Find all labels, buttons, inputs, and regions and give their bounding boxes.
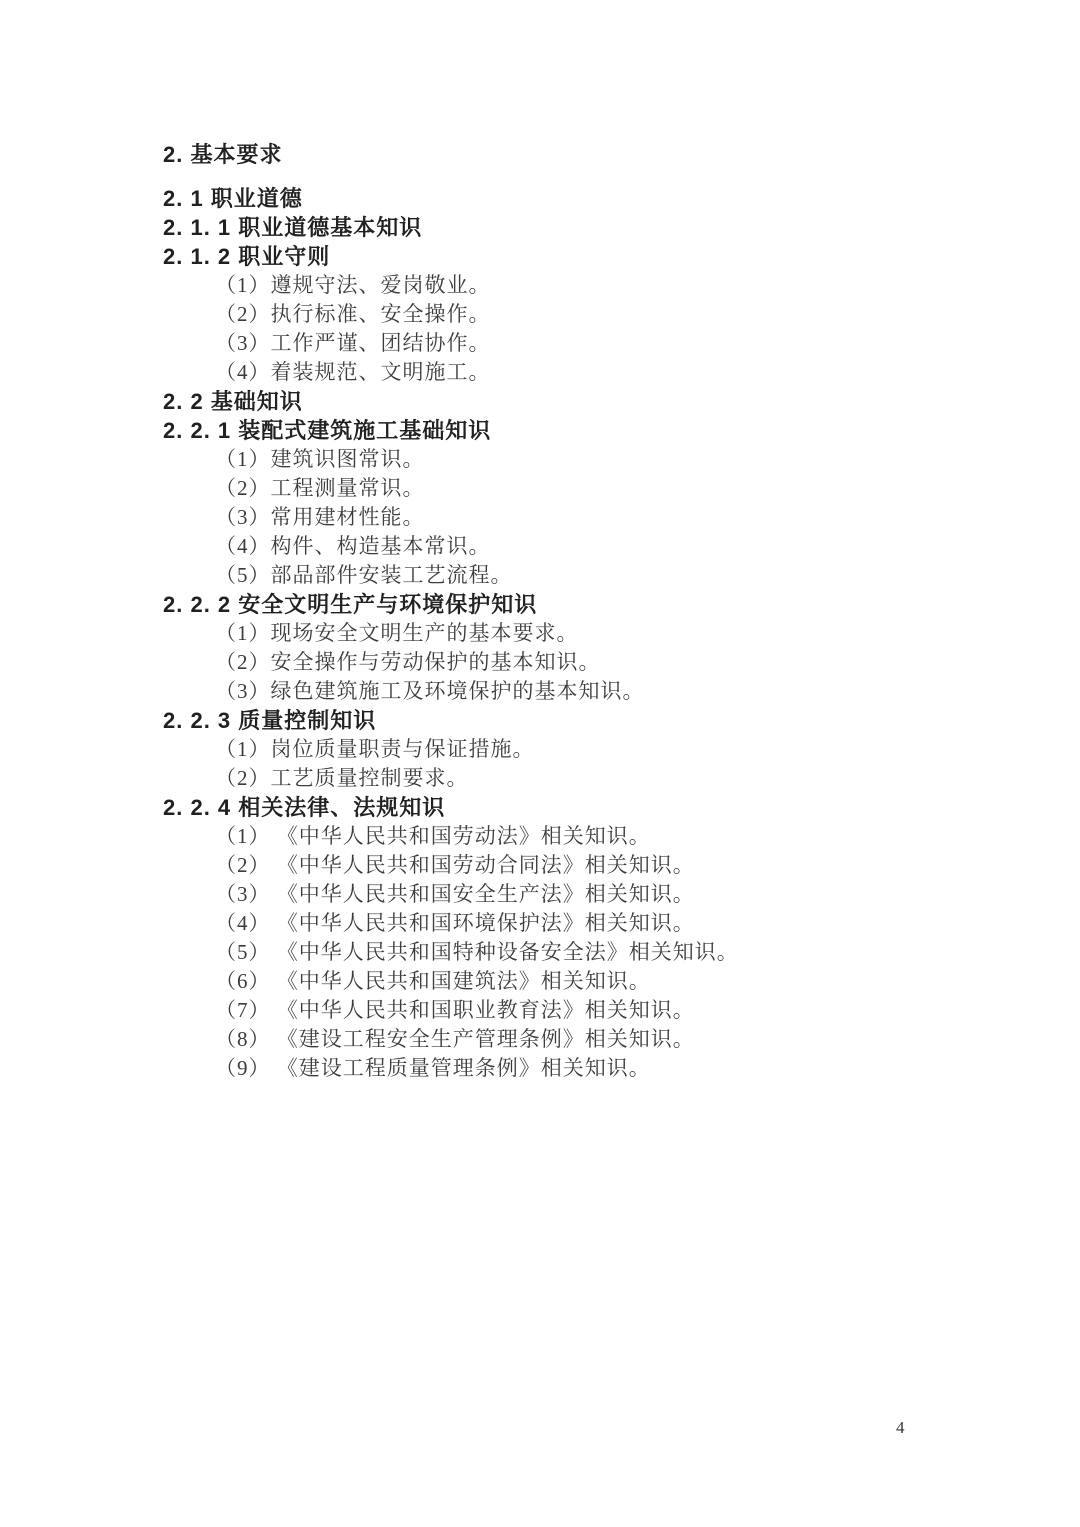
list-item: （3）绿色建筑施工及环境保护的基本知识。 — [215, 679, 645, 703]
list-item: （1）建筑识图常识。 — [215, 447, 425, 471]
list-item: （3） 《中华人民共和国安全生产法》相关知识。 — [215, 882, 695, 906]
list-item: （4）构件、构造基本常识。 — [215, 534, 491, 558]
list-item: （5）部品部件安装工艺流程。 — [215, 563, 513, 587]
list-item: （1）现场安全文明生产的基本要求。 — [215, 621, 579, 645]
list-item: （1） 《中华人民共和国劳动法》相关知识。 — [215, 824, 651, 848]
list-item: （8） 《建设工程安全生产管理条例》相关知识。 — [215, 1027, 695, 1051]
list-item: （2）工程测量常识。 — [215, 476, 425, 500]
list-item: （2）执行标准、安全操作。 — [215, 302, 491, 326]
list-item: （9） 《建设工程质量管理条例》相关知识。 — [215, 1056, 651, 1080]
section-heading: 2. 2 基础知识 — [163, 389, 303, 414]
section-heading: 2. 2. 4 相关法律、法规知识 — [163, 795, 446, 820]
list-item: （6） 《中华人民共和国建筑法》相关知识。 — [215, 969, 651, 993]
list-item: （1）遵规守法、爱岗敬业。 — [215, 273, 491, 297]
section-heading: 2. 2. 3 质量控制知识 — [163, 708, 377, 733]
document-content — [163, 140, 943, 1083]
section-heading: 2. 1. 1 职业道德基本知识 — [163, 215, 423, 240]
list-item: （5） 《中华人民共和国特种设备安全法》相关知识。 — [215, 940, 739, 964]
list-item: （2）安全操作与劳动保护的基本知识。 — [215, 650, 601, 674]
list-item: （2）工艺质量控制要求。 — [215, 766, 469, 790]
list-item: （7） 《中华人民共和国职业教育法》相关知识。 — [215, 998, 695, 1022]
section-heading: 2. 2. 2 安全文明生产与环境保护知识 — [163, 592, 538, 617]
section-heading: 2. 1 职业道德 — [163, 186, 303, 211]
list-item: （3）工作严谨、团结协作。 — [215, 331, 491, 355]
list-item: （3）常用建材性能。 — [215, 505, 425, 529]
list-item: （2） 《中华人民共和国劳动合同法》相关知识。 — [215, 853, 695, 877]
section-heading: 2. 2. 1 装配式建筑施工基础知识 — [163, 418, 492, 443]
section-heading: 2. 基本要求 — [163, 142, 283, 167]
section-heading: 2. 1. 2 职业守则 — [163, 244, 331, 269]
list-item: （4） 《中华人民共和国环境保护法》相关知识。 — [215, 911, 695, 935]
list-item: （4）着装规范、文明施工。 — [215, 360, 491, 384]
page-number: 4 — [896, 1418, 905, 1437]
list-item: （1）岗位质量职责与保证措施。 — [215, 737, 535, 761]
